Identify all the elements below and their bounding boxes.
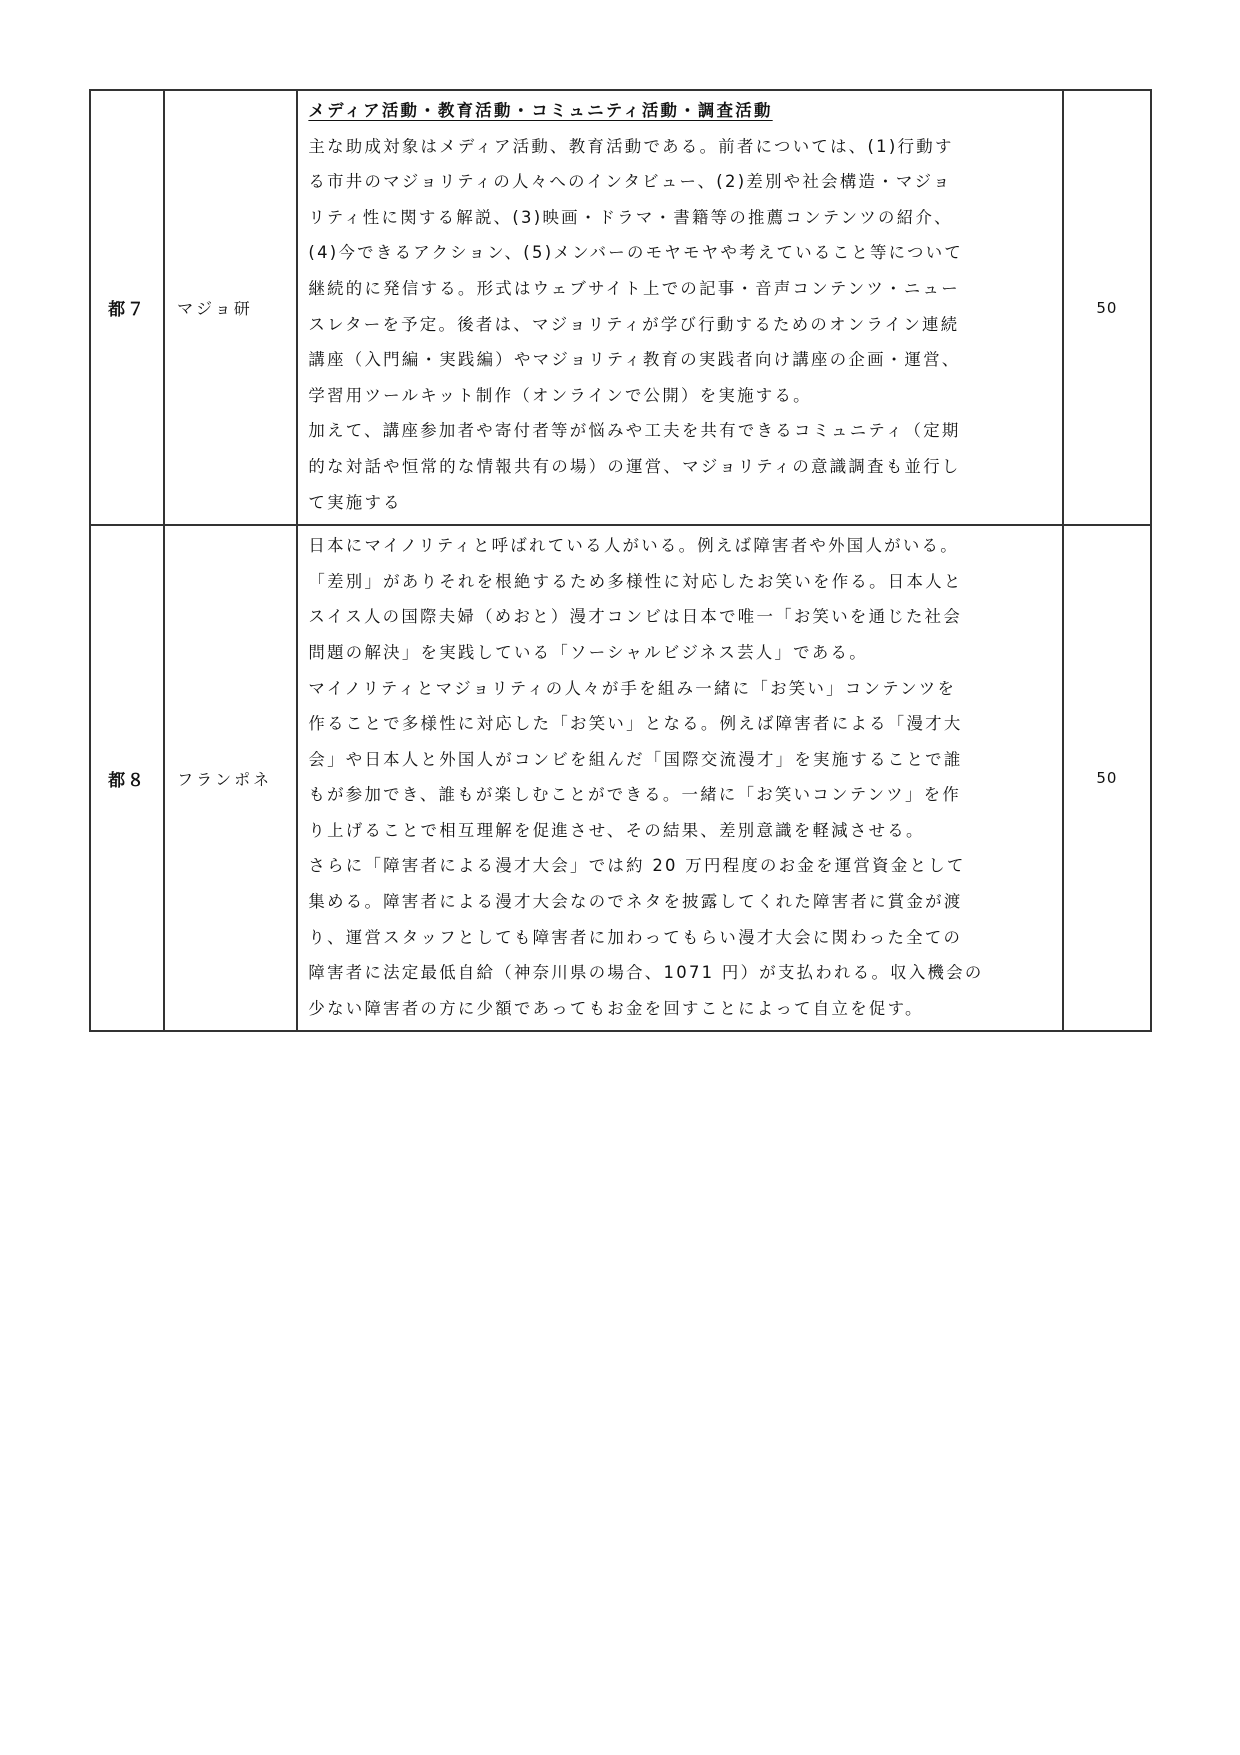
text-line: 講座（入門編・実践編）やマジョリティ教育の実践者向け講座の企画・運営、 xyxy=(308,350,961,370)
table-row xyxy=(90,90,1151,525)
description-paragraph xyxy=(308,848,1053,1026)
text-line: り、運営スタッフとしても障害者に加わってもらい漫才大会に関わった全ての xyxy=(308,927,963,947)
text-line: 日本にマイノリティと呼ばれている人がいる。例えば障害者や外国人がいる。 xyxy=(308,536,959,556)
text-line: 作ることで多様性に対応した「お笑い」となる。例えば障害者による「漫才大 xyxy=(308,714,963,734)
organization-name: マジョ研 xyxy=(164,90,297,525)
text-line: 継続的に発信する。形式はウェブサイト上での記事・音声コンテンツ・ニュー xyxy=(308,278,960,298)
organization-name: フランポネ xyxy=(164,525,297,1031)
text-line: (4)今できるアクション、(5)メンバーのモヤモヤや考えていること等について xyxy=(308,243,964,263)
text-line: 問題の解決」を実践している「ソーシャルビジネス芸人」である。 xyxy=(308,642,868,662)
text-line: 「差別」がありそれを根絶するため多様性に対応したお笑いを作る。日本人と xyxy=(308,571,963,591)
description-paragraph xyxy=(308,528,1053,670)
description-paragraph xyxy=(308,129,1053,414)
text-line: スレターを予定。後者は、マジョリティが学び行動するためのオンライン連続 xyxy=(308,314,960,334)
grant-table xyxy=(89,89,1152,1032)
description-paragraph xyxy=(308,671,1053,849)
text-line: り上げることで相互理解を促進させ、その結果、差別意識を軽減させる。 xyxy=(308,820,925,840)
activity-description xyxy=(297,525,1062,1031)
text-line: て実施する xyxy=(308,492,402,512)
activity-description xyxy=(297,90,1062,525)
description-paragraph xyxy=(308,413,1053,520)
text-line: 的な対話や恒常的な情報共有の場）の運営、マジョリティの意識調査も並行し xyxy=(308,456,961,476)
grant-amount: 50 xyxy=(1063,525,1151,1031)
row-id: 都８ xyxy=(90,525,164,1031)
activity-heading: メディア活動・教育活動・コミュニティ活動・調査活動 xyxy=(308,101,773,120)
row-id: 都７ xyxy=(90,90,164,525)
table-row xyxy=(90,525,1151,1031)
text-line: もが参加でき、誰もが楽しむことができる。一緒に「お笑いコンテンツ」を作 xyxy=(308,785,962,805)
text-line: スイス人の国際夫婦（めおと）漫才コンビは日本で唯一「お笑いを通じた社会 xyxy=(308,607,963,627)
text-line: 主な助成対象はメディア活動、教育活動である。前者については、(1)行動す xyxy=(308,136,954,156)
text-line: 加えて、講座参加者や寄付者等が悩みや工夫を共有できるコミュニティ（定期 xyxy=(308,421,961,441)
text-line: 学習用ツールキット制作（オンラインで公開）を実施する。 xyxy=(308,385,812,405)
text-line: リティ性に関する解説、(3)映画・ドラマ・書籍等の推薦コンテンツの紹介、 xyxy=(308,207,953,227)
text-line: マイノリティとマジョリティの人々が手を組み一緒に「お笑い」コンテンツを xyxy=(308,678,957,698)
text-line: 集める。障害者による漫才大会なのでネタを披露してくれた障害者に賞金が渡 xyxy=(308,892,963,912)
text-line: 会」や日本人と外国人がコンビを組んだ「国際交流漫才」を実施することで誰 xyxy=(308,749,963,769)
text-line: る市井のマジョリティの人々へのインタビュー、(2)差別や社会構造・マジョ xyxy=(308,172,952,192)
grant-amount: 50 xyxy=(1063,90,1151,525)
text-line: 障害者に法定最低自給（神奈川県の場合、1071 円）が支払われる。収入機会の xyxy=(308,963,984,983)
text-line: さらに「障害者による漫才大会」では約 20 万円程度のお金を運営資金として xyxy=(308,856,966,876)
text-line: 少ない障害者の方に少額であってもお金を回すことによって自立を促す。 xyxy=(308,998,924,1018)
